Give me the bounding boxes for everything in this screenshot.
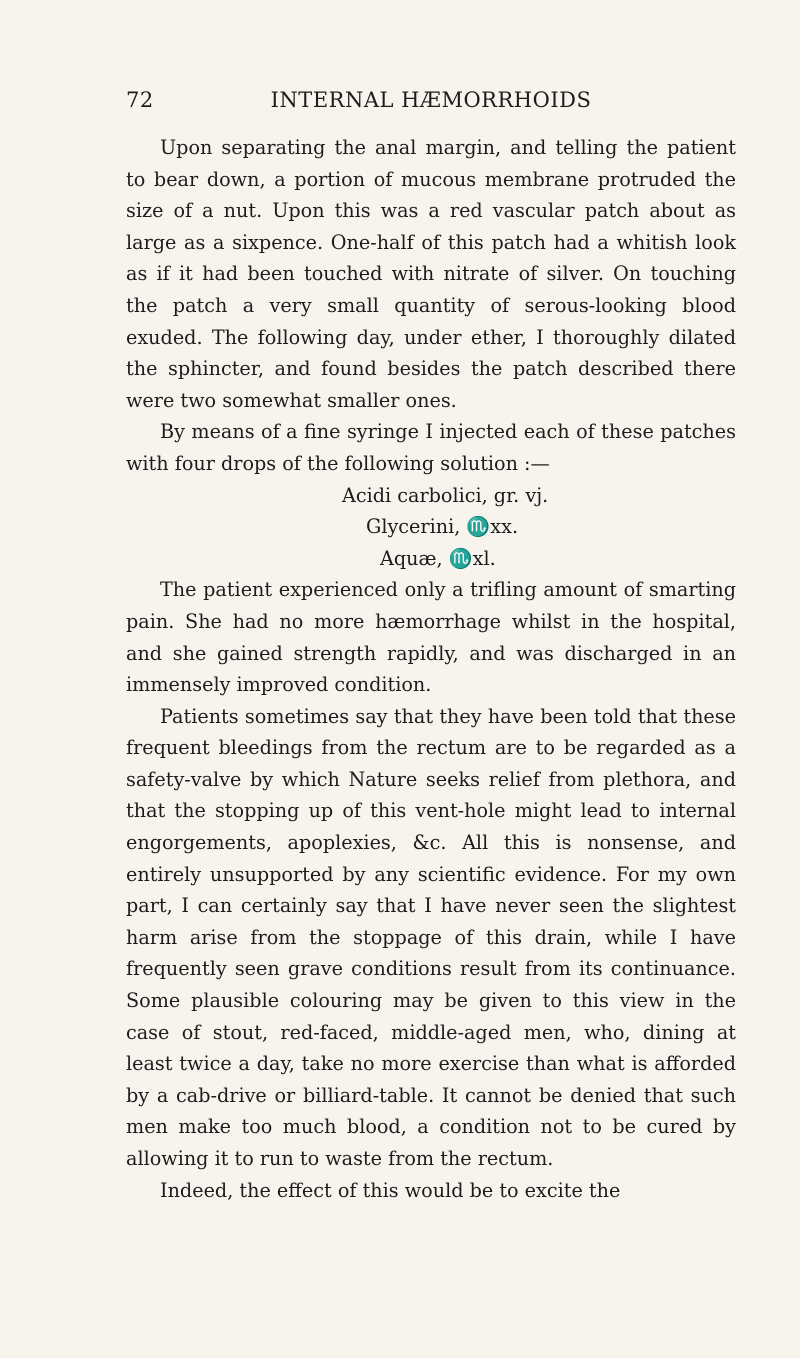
running-title: INTERNAL HÆMORRHOIDS <box>270 88 592 112</box>
paragraph: By means of a fine syringe I injected each of these patches with four drops of the following solution :— <box>126 420 736 475</box>
page-number: 72 <box>126 88 154 112</box>
paragraph: Upon separating the anal margin, and telling the patient to bear down, a portion of mucous membrane protruded the size of a nut. Upon this was a red vascular patch about as large as a sixpence. One-half of this patch had a whitish look as if it had been touched with nitrate of silver. On touching the patch a very small quantity of serous-looking blood exuded. The following day, under ether, I thoroughly dilated the sphincter, and found besides the patch described there were two somewhat smaller ones. <box>126 136 736 412</box>
paragraph: The patient experienced only a trifling amount of smarting pain. She had no more hæmorrhage whilst in the hospital, and she gained strength rapidly, and was discharged in an immensely improved condition. <box>126 578 736 697</box>
paragraph: Patients sometimes say that they have been told that these frequent bleedings from the rectum are to be regarded as a safety-valve by which Nature seeks relief from plethora, and that the stopping up of this vent-hole might lead to internal engorgements, apoplexies, &c. All this is nonsense, and entirely unsupported by any scientific evidence. For my own part, I can certainly say that I have never seen the slightest harm arise from the stoppage of this drain, while I have frequently seen grave conditions result from its continuance. Some plausible colouring may be given to this view in the case of stout, red-faced, middle-aged men, who, dining at least twice a day, take no more exercise than what is afforded by a cab-drive or billiard-table. It cannot be denied that such men make too much blood, a condition not to be cured by allowing it to run to waste from the rectum. <box>126 704 736 1170</box>
prescription-line: Glycerini, ♏xx. <box>366 515 519 539</box>
paragraph: Indeed, the effect of this would be to excite the <box>160 1178 621 1202</box>
prescription-line: Acidi carbolici, gr. vj. <box>342 483 549 507</box>
running-head <box>126 88 736 120</box>
prescription-formula <box>126 480 736 575</box>
body-text <box>126 132 736 1206</box>
prescription-line: Aquæ, ♏xl. <box>380 546 496 570</box>
